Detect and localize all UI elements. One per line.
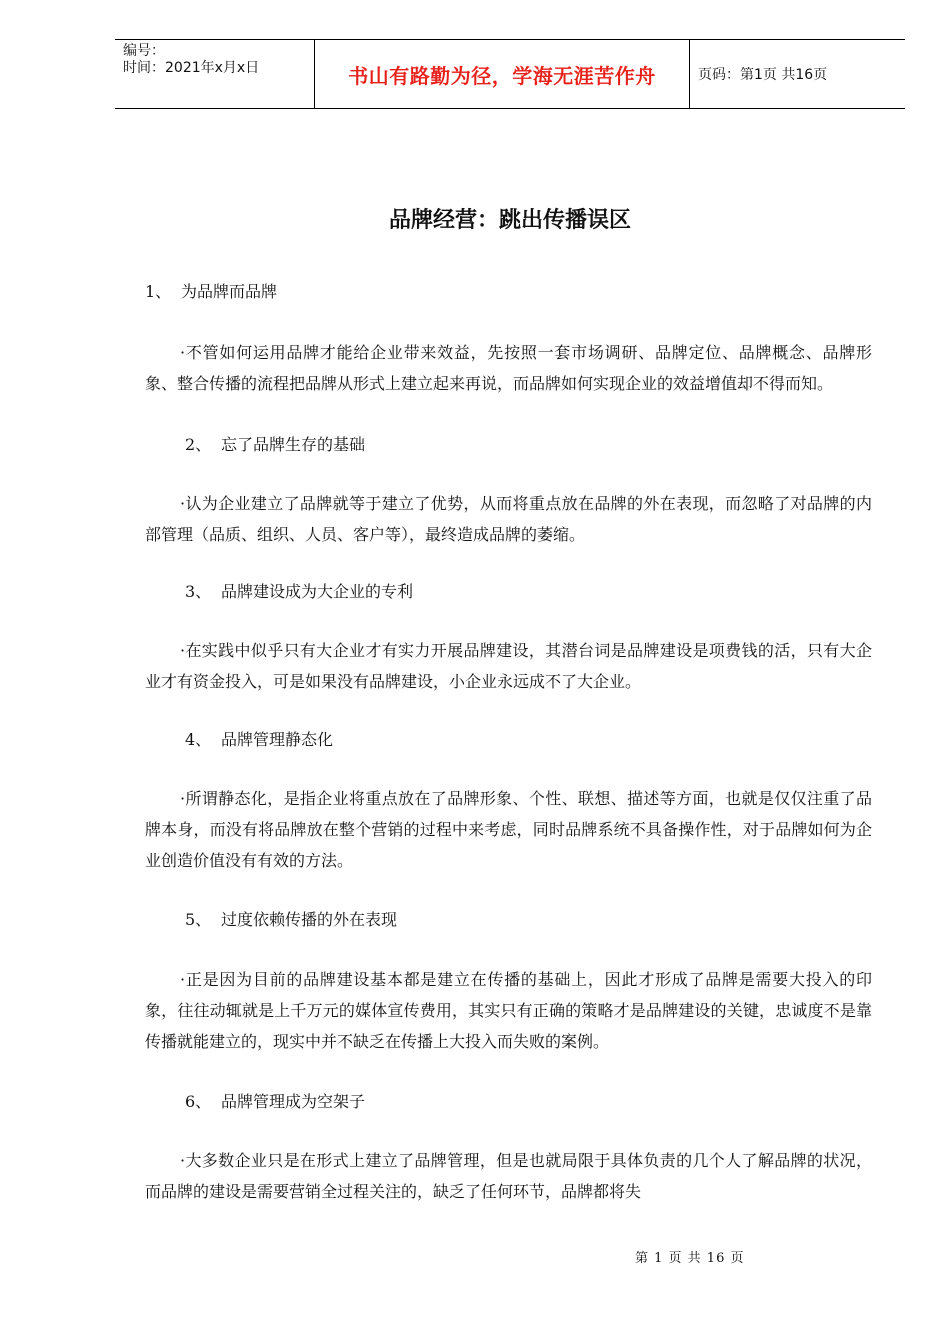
section-heading-text: 品牌管理成为空架子 bbox=[221, 1092, 366, 1111]
section-heading bbox=[145, 908, 872, 932]
section-body: ·大多数企业只是在形式上建立了品牌管理，但是也就局限于具体负责的几个人了解品牌的状况，而品牌的建设是需要营销全过程关注的，缺乏了任何环节，品牌都将失 bbox=[145, 1151, 872, 1201]
header-page-info: 页码：第1页 共16页 bbox=[698, 67, 828, 83]
section-heading-text: 过度依赖传播的外在表现 bbox=[221, 910, 398, 929]
section-number: 4、 bbox=[185, 730, 212, 749]
section-heading-text: 为品牌而品牌 bbox=[181, 282, 278, 301]
section-heading bbox=[145, 1090, 872, 1114]
section-number: 5、 bbox=[185, 910, 212, 929]
section-number: 2、 bbox=[185, 435, 212, 454]
number-label: 编号： bbox=[123, 43, 165, 59]
section-heading-text: 品牌建设成为大企业的专利 bbox=[221, 582, 414, 601]
section-number: 6、 bbox=[185, 1092, 212, 1111]
page-footer: 第 1 页 共 16 页 bbox=[635, 1251, 745, 1266]
document-title: 品牌经营：跳出传播误区 bbox=[388, 208, 631, 233]
section-body: ·认为企业建立了品牌就等于建立了优势，从而将重点放在品牌的外在表现，而忽略了对品牌的内部管理（品质、组织、人员、客户等），最终造成品牌的萎缩。 bbox=[145, 494, 872, 544]
section-heading-text: 忘了品牌生存的基础 bbox=[221, 435, 366, 454]
header-motto-cell bbox=[315, 40, 690, 108]
section-heading bbox=[145, 728, 872, 752]
section-heading bbox=[145, 433, 872, 457]
section-body: ·正是因为目前的品牌建设基本都是建立在传播的基础上，因此才形成了品牌是需要大投入的印象，往往动辄就是上千万元的媒体宣传费用，其实只有正确的策略才是品牌建设的关键，忠诚度不是靠传播就能建立的，现实中并不缺乏在传播上大投入而失败的案例。 bbox=[145, 970, 872, 1051]
section-number: 3、 bbox=[185, 582, 212, 601]
section-heading bbox=[145, 580, 872, 604]
section-body: ·不管如何运用品牌才能给企业带来效益，先按照一套市场调研、品牌定位、品牌概念、品牌形象、整合传播的流程把品牌从形式上建立起来再说，而品牌如何实现企业的效益增值却不得而知。 bbox=[145, 343, 872, 393]
page-header bbox=[115, 39, 905, 109]
section-number: 1、 bbox=[145, 282, 172, 301]
section-body: ·在实践中似乎只有大企业才有实力开展品牌建设，其潜台词是品牌建设是项费钱的活，只有大企业才有资金投入，可是如果没有品牌建设，小企业永远成不了大企业。 bbox=[145, 641, 872, 691]
time-label: 时间：2021年x月x日 bbox=[123, 60, 260, 76]
section-heading bbox=[145, 280, 872, 304]
section-body: ·所谓静态化，是指企业将重点放在了品牌形象、个性、联想、描述等方面，也就是仅仅注重了品牌本身，而没有将品牌放在整个营销的过程中来考虑，同时品牌系统不具备操作性，对于品牌如何为企业创造价值没有有效的方法。 bbox=[145, 789, 872, 870]
header-meta bbox=[115, 40, 315, 108]
section-heading-text: 品牌管理静态化 bbox=[221, 730, 334, 749]
document-body bbox=[145, 280, 872, 1207]
header-motto: 书山有路勤为径，学海无涯苦作舟 bbox=[348, 63, 656, 88]
